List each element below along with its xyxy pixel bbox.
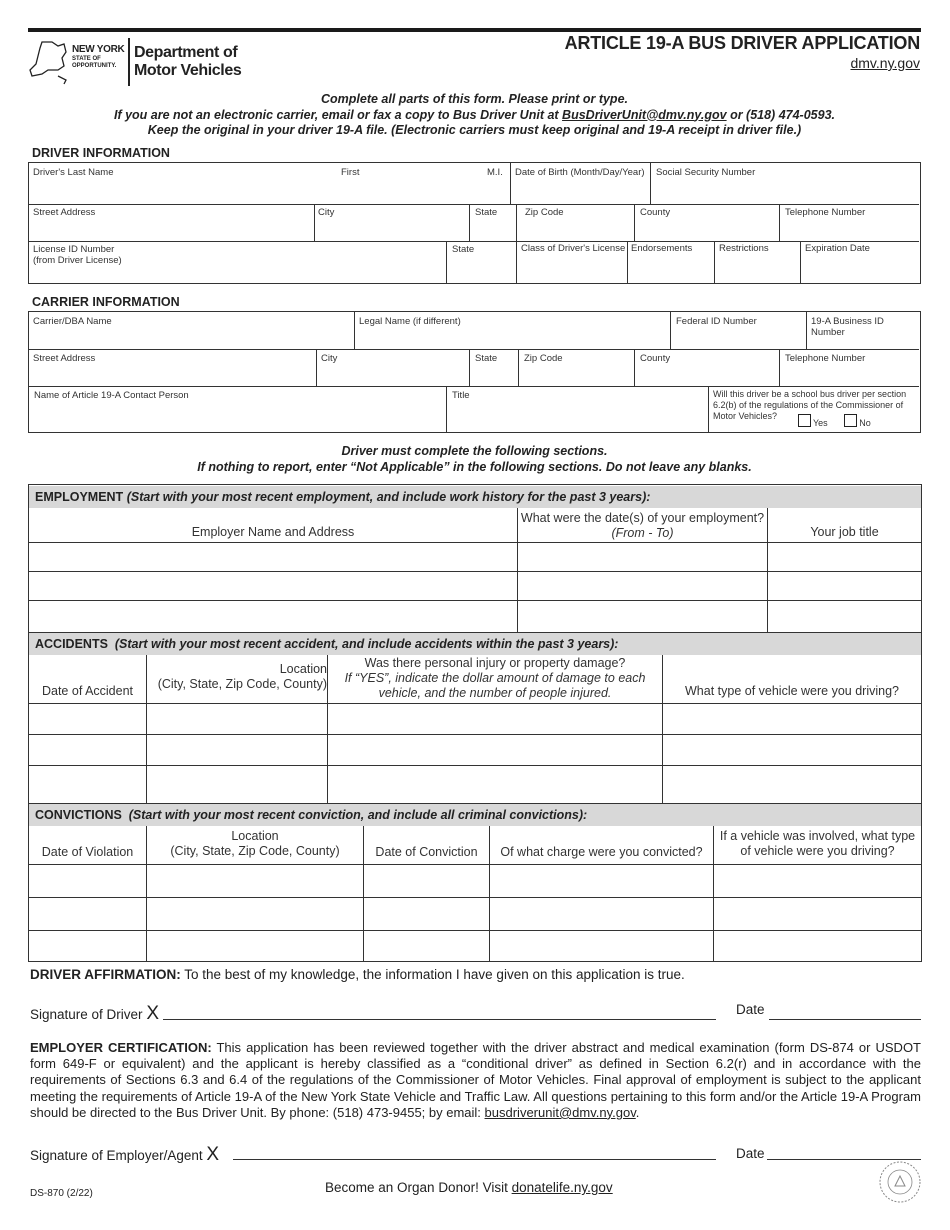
employer-signature-label: Signature of Employer/Agent X (30, 1144, 220, 1165)
job-title-col-header: Your job title (810, 524, 879, 539)
conviction-date-col-header: Date of Conviction (375, 845, 478, 859)
carrier-county-field[interactable]: County (640, 353, 671, 364)
expiration-date-field[interactable]: Expiration Date (805, 243, 870, 254)
contact-person-field[interactable]: Name of Article 19-A Contact Person (34, 390, 189, 401)
logo-divider (128, 38, 130, 86)
recycled-paper-seal-icon (878, 1160, 922, 1204)
carrier-dba-field[interactable]: Carrier/DBA Name (33, 316, 112, 327)
no-checkbox[interactable] (844, 414, 857, 427)
accident-row-1[interactable] (29, 704, 921, 734)
form-code: DS-870 (2/22) (30, 1188, 93, 1199)
accident-location-col-header: Location (City, State, Zip Code, County) (157, 662, 327, 691)
driver-signature-line[interactable] (163, 1019, 716, 1020)
instructions: Complete all parts of this form. Please print or type. If you are not an electronic carrier, email or fax a copy to Bus Driver Unit at BusDriverUnit@dmv.ny.gov or (518) 474-0593. Keep the original in your driver 19-A file. (Electronic carriers must keep original and 19-A receipt in driver file.) (113, 92, 835, 137)
yes-checkbox[interactable] (798, 414, 811, 427)
employer-signature-x: X (206, 1144, 220, 1165)
employment-row-1[interactable] (29, 543, 517, 571)
driver-last-name-field[interactable]: Driver's Last Name (33, 167, 114, 178)
top-rule (28, 28, 921, 32)
employment-row-3[interactable] (29, 601, 517, 632)
employer-date-label: Date (736, 1146, 765, 1161)
business-id-field[interactable]: 19-A Business ID Number (811, 316, 884, 338)
accident-damage-col-header: Was there personal injury or property damage? If “YES”, indicate the dollar amount of damage to each vehicle, and the number of people injured. (344, 655, 646, 700)
license-class-field[interactable]: Class of Driver's License (521, 243, 626, 254)
accident-date-col-header: Date of Accident (41, 684, 134, 698)
driver-state-field[interactable]: State (475, 207, 498, 218)
driver-street-field[interactable]: Street Address (33, 207, 96, 218)
driver-date-label: Date (736, 1002, 765, 1017)
driver-info-box (28, 162, 921, 284)
conviction-row-1[interactable] (29, 865, 921, 897)
employment-dates-col-header: What were the date(s) of your employment? (From - To) (520, 511, 765, 540)
conviction-location-col-header: Location (City, State, Zip Code, County) (170, 829, 340, 858)
complete-sections-note: Driver must complete the following sections. If nothing to report, enter “Not Applicable” in the following sections. Do not leave any blanks. (197, 444, 752, 474)
driver-dob-field[interactable]: Date of Birth (Month/Day/Year) (515, 167, 645, 178)
driver-ssn-field[interactable]: Social Security Number (656, 167, 756, 178)
employer-signature-line[interactable] (233, 1159, 716, 1160)
school-bus-question: Will this driver be a school bus driver per section 6.2(b) of the regulations of the Commissioner of Motor Vehicles? (713, 389, 907, 421)
new-york-state-outline-icon (28, 40, 68, 88)
conviction-charge-col-header: Of what charge were you convicted? (500, 845, 703, 859)
driver-phone-field[interactable]: Telephone Number (785, 207, 866, 218)
violation-date-col-header: Date of Violation (41, 845, 134, 859)
carrier-city-field[interactable]: City (321, 353, 338, 364)
accidents-band: ACCIDENTS (Start with your most recent accident, and include accidents within the past 3 years): (29, 633, 921, 655)
driver-first-name-field[interactable]: First (341, 167, 360, 178)
driver-info-heading: DRIVER INFORMATION (32, 146, 170, 160)
driver-date-line[interactable] (769, 1019, 921, 1020)
organ-donor-note: Become an Organ Donor! Visit donatelife.ny.gov (325, 1180, 613, 1195)
carrier-phone-field[interactable]: Telephone Number (785, 353, 866, 364)
ny-wordmark: NEW YORK (72, 44, 125, 55)
conviction-vehicle-col-header: If a vehicle was involved, what type of vehicle were you driving? (719, 829, 916, 858)
contact-title-field[interactable]: Title (452, 390, 470, 401)
carrier-info-heading: CARRIER INFORMATION (32, 295, 180, 309)
busdriverunit-email-link[interactable]: busdriverunit@dmv.ny.gov (484, 1104, 636, 1120)
driver-zip-field[interactable]: Zip Code (525, 207, 564, 218)
nys-dmv-logo (28, 38, 258, 88)
employment-band: EMPLOYMENT (Start with your most recent employment, and include work history for the past 3 years): (29, 486, 921, 508)
conviction-row-3[interactable] (29, 931, 921, 961)
carrier-legal-name-field[interactable]: Legal Name (if different) (359, 316, 461, 327)
accident-row-2[interactable] (29, 735, 921, 765)
website-link[interactable]: dmv.ny.gov (850, 55, 920, 71)
endorsements-field[interactable]: Endorsements (631, 243, 693, 254)
bus-driver-email-link[interactable]: BusDriverUnit@dmv.ny.gov (562, 107, 727, 122)
employer-col-header: Employer Name and Address (191, 524, 355, 539)
conviction-row-2[interactable] (29, 898, 921, 930)
form-title: ARTICLE 19-A BUS DRIVER APPLICATION (564, 33, 920, 53)
donatelife-link[interactable]: donatelife.ny.gov (511, 1180, 613, 1195)
carrier-street-field[interactable]: Street Address (33, 353, 96, 364)
driver-signature-x: X (146, 1003, 159, 1024)
driver-county-field[interactable]: County (640, 207, 671, 218)
employment-row-2[interactable] (29, 572, 517, 600)
school-bus-options: Yes No (780, 414, 871, 429)
carrier-info-box (28, 311, 921, 433)
convictions-band: CONVICTIONS (Start with your most recent conviction, and include all criminal convictions): (29, 804, 921, 826)
accident-vehicle-col-header: What type of vehicle were you driving? (685, 684, 899, 698)
carrier-zip-field[interactable]: Zip Code (524, 353, 563, 364)
carrier-state-field[interactable]: State (475, 353, 498, 364)
driver-license-id-field[interactable]: License ID Number (from Driver License) (33, 244, 122, 266)
driver-signature-label: Signature of Driver X (30, 1003, 159, 1024)
license-state-field[interactable]: State (452, 244, 475, 255)
federal-id-field[interactable]: Federal ID Number (676, 316, 757, 327)
employer-certification: EMPLOYER CERTIFICATION: This application has been reviewed together with the driver abstract and medical examination (form DS-874 or USDOT form 649-F or equivalent) and the applicant is hereby classified as a “conditional driver” as defined in Section 6.2(r) and in accordance with the requirements of Sections 6.3 and 6.4 of the regulations of the Commissioner of Motor Vehicles. Final approval of employment is subject to the applicant meeting the requirements of Article 19-A of the New York State Vehicle and Traffic Law. All questions pertaining to this form and/or the Article 19-A Program should be directed to the Bus Driver Unit. By phone: (518) 473-9455; by email: busdriverunit@dmv.ny.gov. (30, 1040, 921, 1120)
driver-mi-field[interactable]: M.I. (487, 167, 503, 178)
ny-tagline: STATE OF OPPORTUNITY. (72, 56, 117, 69)
accident-row-3[interactable] (29, 766, 921, 803)
dept-name: Department of Motor Vehicles (134, 44, 242, 79)
restrictions-field[interactable]: Restrictions (719, 243, 769, 254)
driver-city-field[interactable]: City (318, 207, 335, 218)
driver-affirmation: DRIVER AFFIRMATION: To the best of my knowledge, the information I have given on this application is true. (30, 967, 685, 982)
